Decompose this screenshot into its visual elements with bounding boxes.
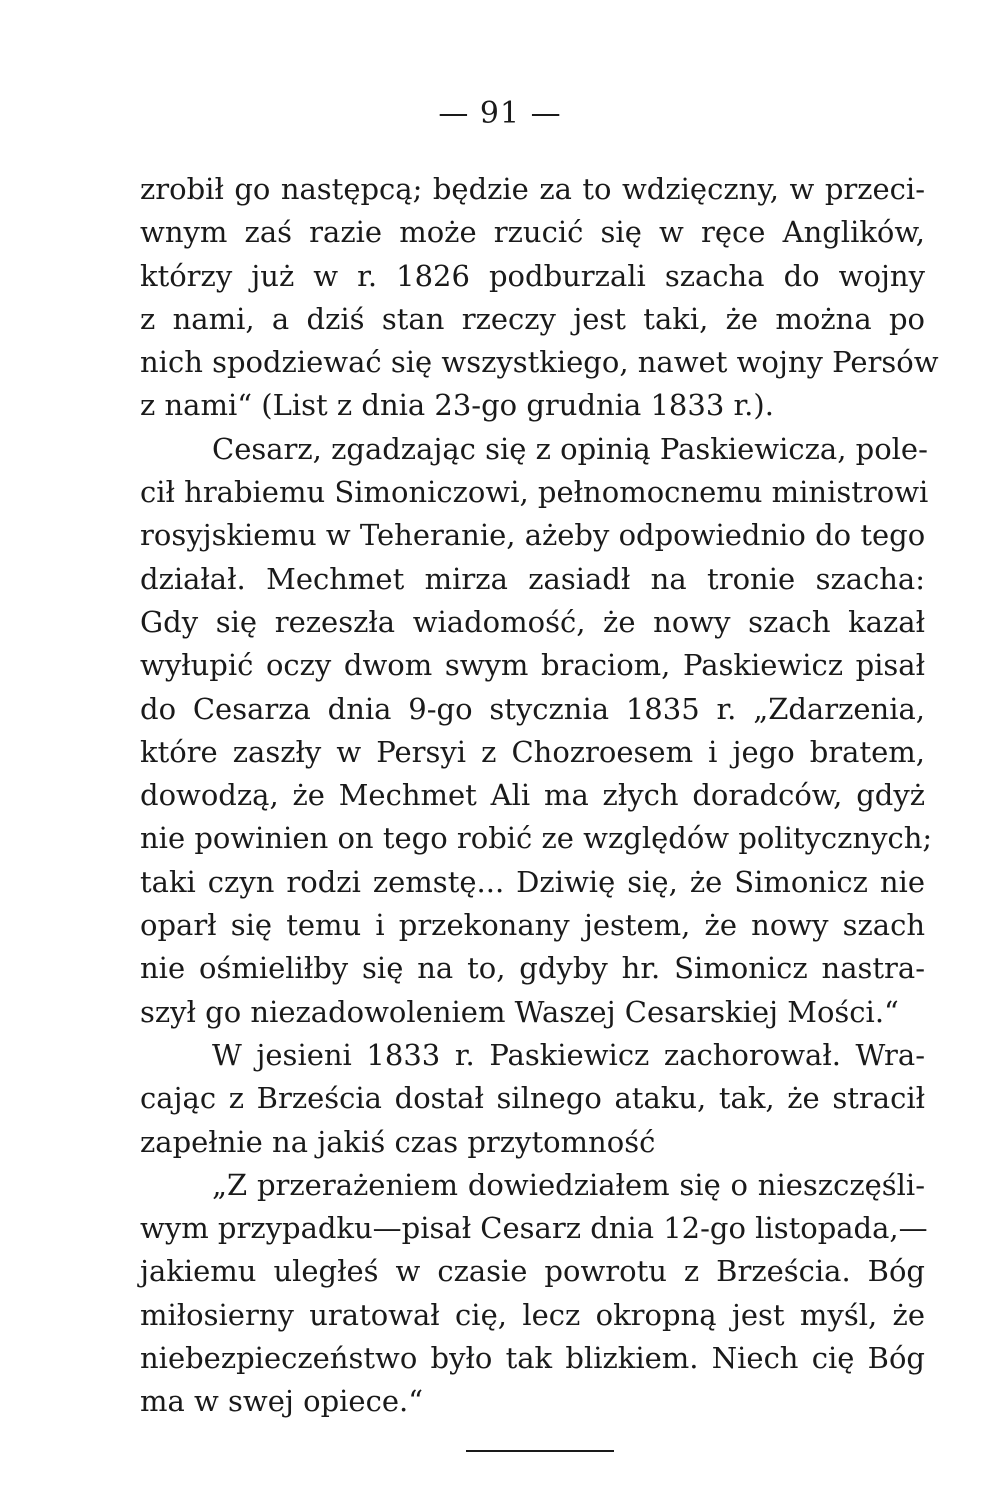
text-line: nie ośmieliłby się na to, gdyby hr. Simonicz nastra- (140, 951, 925, 986)
text-line: cając z Brześcia dostał silnego ataku, tak, że stracił (140, 1081, 925, 1116)
text-line: miłosierny uratował cię, lecz okropną jest myśl, że (140, 1297, 925, 1332)
text-line: niebezpieczeństwo było tak blizkiem. Niech cię Bóg (140, 1341, 925, 1376)
end-rule (466, 1450, 614, 1452)
text-line: Cesarz, zgadzając się z opinią Paskiewicza, pole- (212, 431, 928, 466)
text-line: które zaszły w Persyi z Chozroesem i jego bratem, (140, 734, 925, 769)
text-line: nie powinien on tego robić ze względów politycznych; (140, 821, 933, 856)
text-line: cił hrabiemu Simoniczowi, pełnomocnemu ministrowi (140, 475, 929, 510)
text-line: jakiemu uległeś w czasie powrotu z Brześcia. Bóg (140, 1254, 925, 1289)
text-line: nich spodziewać się wszystkiego, nawet wojny Persów (140, 345, 939, 380)
text-line: szył go niezadowoleniem Waszej Cesarskiej Mości.“ (140, 994, 899, 1029)
text-line: zapełnie na jakiś czas przytomność (140, 1124, 656, 1159)
text-line: działał. Mechmet mirza zasiadł na tronie szacha: (140, 561, 925, 596)
body-text (140, 168, 939, 1424)
text-line: do Cesarza dnia 9-go stycznia 1835 r. „Zdarzenia, (140, 691, 925, 726)
text-line: oparł się temu i przekonany jestem, że nowy szach (140, 908, 925, 943)
text-line: z nami“ (List z dnia 23-go grudnia 1833 r.). (140, 388, 774, 423)
page-number: — 91 — (438, 96, 562, 131)
text-line: Gdy się rezeszła wiadomość, że nowy szach kazał (140, 604, 925, 639)
text-line: wyłupić oczy dwom swym braciom, Paskiewicz pisał (140, 648, 925, 683)
text-line: W jesieni 1833 r. Paskiewicz zachorował. Wra- (212, 1037, 925, 1072)
text-line: z nami, a dziś stan rzeczy jest taki, że można po (140, 301, 925, 336)
text-line: dowodzą, że Mechmet Ali ma złych doradców, gdyż (140, 778, 925, 813)
text-line: ma w swej opiece.“ (140, 1384, 424, 1419)
text-line: którzy już w r. 1826 podburzali szacha do wojny (140, 258, 925, 293)
text-line: wnym zaś razie może rzucić się w ręce Anglików, (140, 215, 925, 250)
text-line: taki czyn rodzi zemstę... Dziwię się, że Simonicz nie (140, 864, 925, 899)
text-line: rosyjskiemu w Teheranie, ażeby odpowiednio do tego (140, 518, 926, 553)
text-line: „Z przerażeniem dowiedziałem się o nieszczęśli- (212, 1167, 925, 1202)
text-line: wym przypadku—pisał Cesarz dnia 12-go listopada,— (140, 1211, 928, 1246)
text-line: zrobił go następcą; będzie za to wdzięczny, w przeci- (140, 172, 925, 206)
